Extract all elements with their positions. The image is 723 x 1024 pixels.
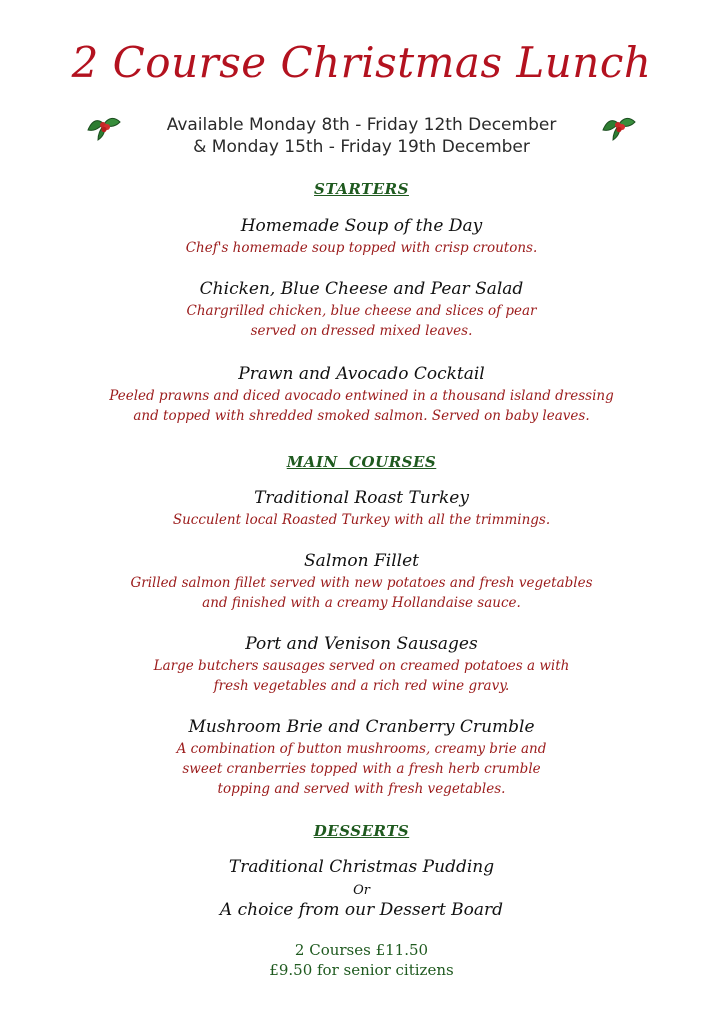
menu-item-name: Prawn and Avocado Cocktail: [238, 364, 485, 384]
description-line: Peeled prawns and diced avocado entwined in a thousand island dressing: [109, 388, 614, 404]
starters-heading: STARTERS: [314, 180, 409, 198]
description-line: fresh vegetables and a rich red wine gravy.: [213, 678, 510, 694]
menu-item: [0, 715, 723, 799]
menu-item-name: Mushroom Brie and Cranberry Crumble: [188, 717, 535, 737]
description-line: Succulent local Roasted Turkey with all the trimmings.: [172, 512, 551, 528]
pricing: [0, 940, 723, 980]
menu-item: [0, 214, 723, 258]
description-line: topping and served with fresh vegetables.: [217, 781, 506, 797]
menu-item-name: Salmon Fillet: [304, 551, 419, 571]
page-title: 2 Course Christmas Lunch: [71, 38, 652, 87]
menu-item-description: [0, 739, 723, 799]
dessert-or: Or: [353, 883, 370, 898]
menu-item-name: Chicken, Blue Cheese and Pear Salad: [199, 279, 524, 299]
main-courses-heading: MAIN COURSES: [286, 453, 437, 471]
menu-item-description: [0, 386, 723, 426]
availability-line-1: Available Monday 8th - Friday 12th December: [166, 115, 557, 135]
menu-item: [0, 362, 723, 426]
description-line: A combination of button mushrooms, creamy brie and: [176, 741, 547, 757]
dessert-item: Traditional Christmas Pudding: [228, 857, 495, 877]
price-line: £9.50 for senior citizens: [269, 961, 454, 979]
menu-item: [0, 549, 723, 613]
menu-item: [0, 277, 723, 341]
availability-dates: [0, 114, 723, 158]
price-line: 2 Courses £11.50: [294, 941, 429, 959]
menu-item-name: Traditional Roast Turkey: [254, 488, 469, 508]
menu-item: [0, 486, 723, 530]
desserts-heading: DESSERTS: [313, 822, 410, 840]
menu-item-description: [0, 656, 723, 696]
description-line: Grilled salmon fillet served with new potatoes and fresh vegetables: [130, 575, 593, 591]
description-line: Chef's homemade soup topped with crisp croutons.: [185, 240, 538, 256]
description-line: and topped with shredded smoked salmon. Served on baby leaves.: [133, 408, 590, 424]
menu-item: [0, 632, 723, 696]
menu-item-description: [0, 301, 723, 341]
menu-item-name: Homemade Soup of the Day: [240, 216, 483, 236]
description-line: and finished with a creamy Hollandaise sauce.: [202, 595, 521, 611]
description-line: served on dressed mixed leaves.: [250, 323, 473, 339]
description-line: sweet cranberries topped with a fresh herb crumble: [182, 761, 541, 777]
description-line: Large butchers sausages served on creamed potatoes a with: [153, 658, 570, 674]
menu-item-name: Port and Venison Sausages: [245, 634, 478, 654]
menu-item-description: [0, 573, 723, 613]
dessert-item: A choice from our Dessert Board: [219, 900, 504, 920]
availability-line-2: & Monday 15th - Friday 19th December: [193, 137, 530, 157]
menu-item-description: [0, 238, 723, 258]
menu-item-description: [0, 510, 723, 530]
description-line: Chargrilled chicken, blue cheese and slices of pear: [186, 303, 537, 319]
